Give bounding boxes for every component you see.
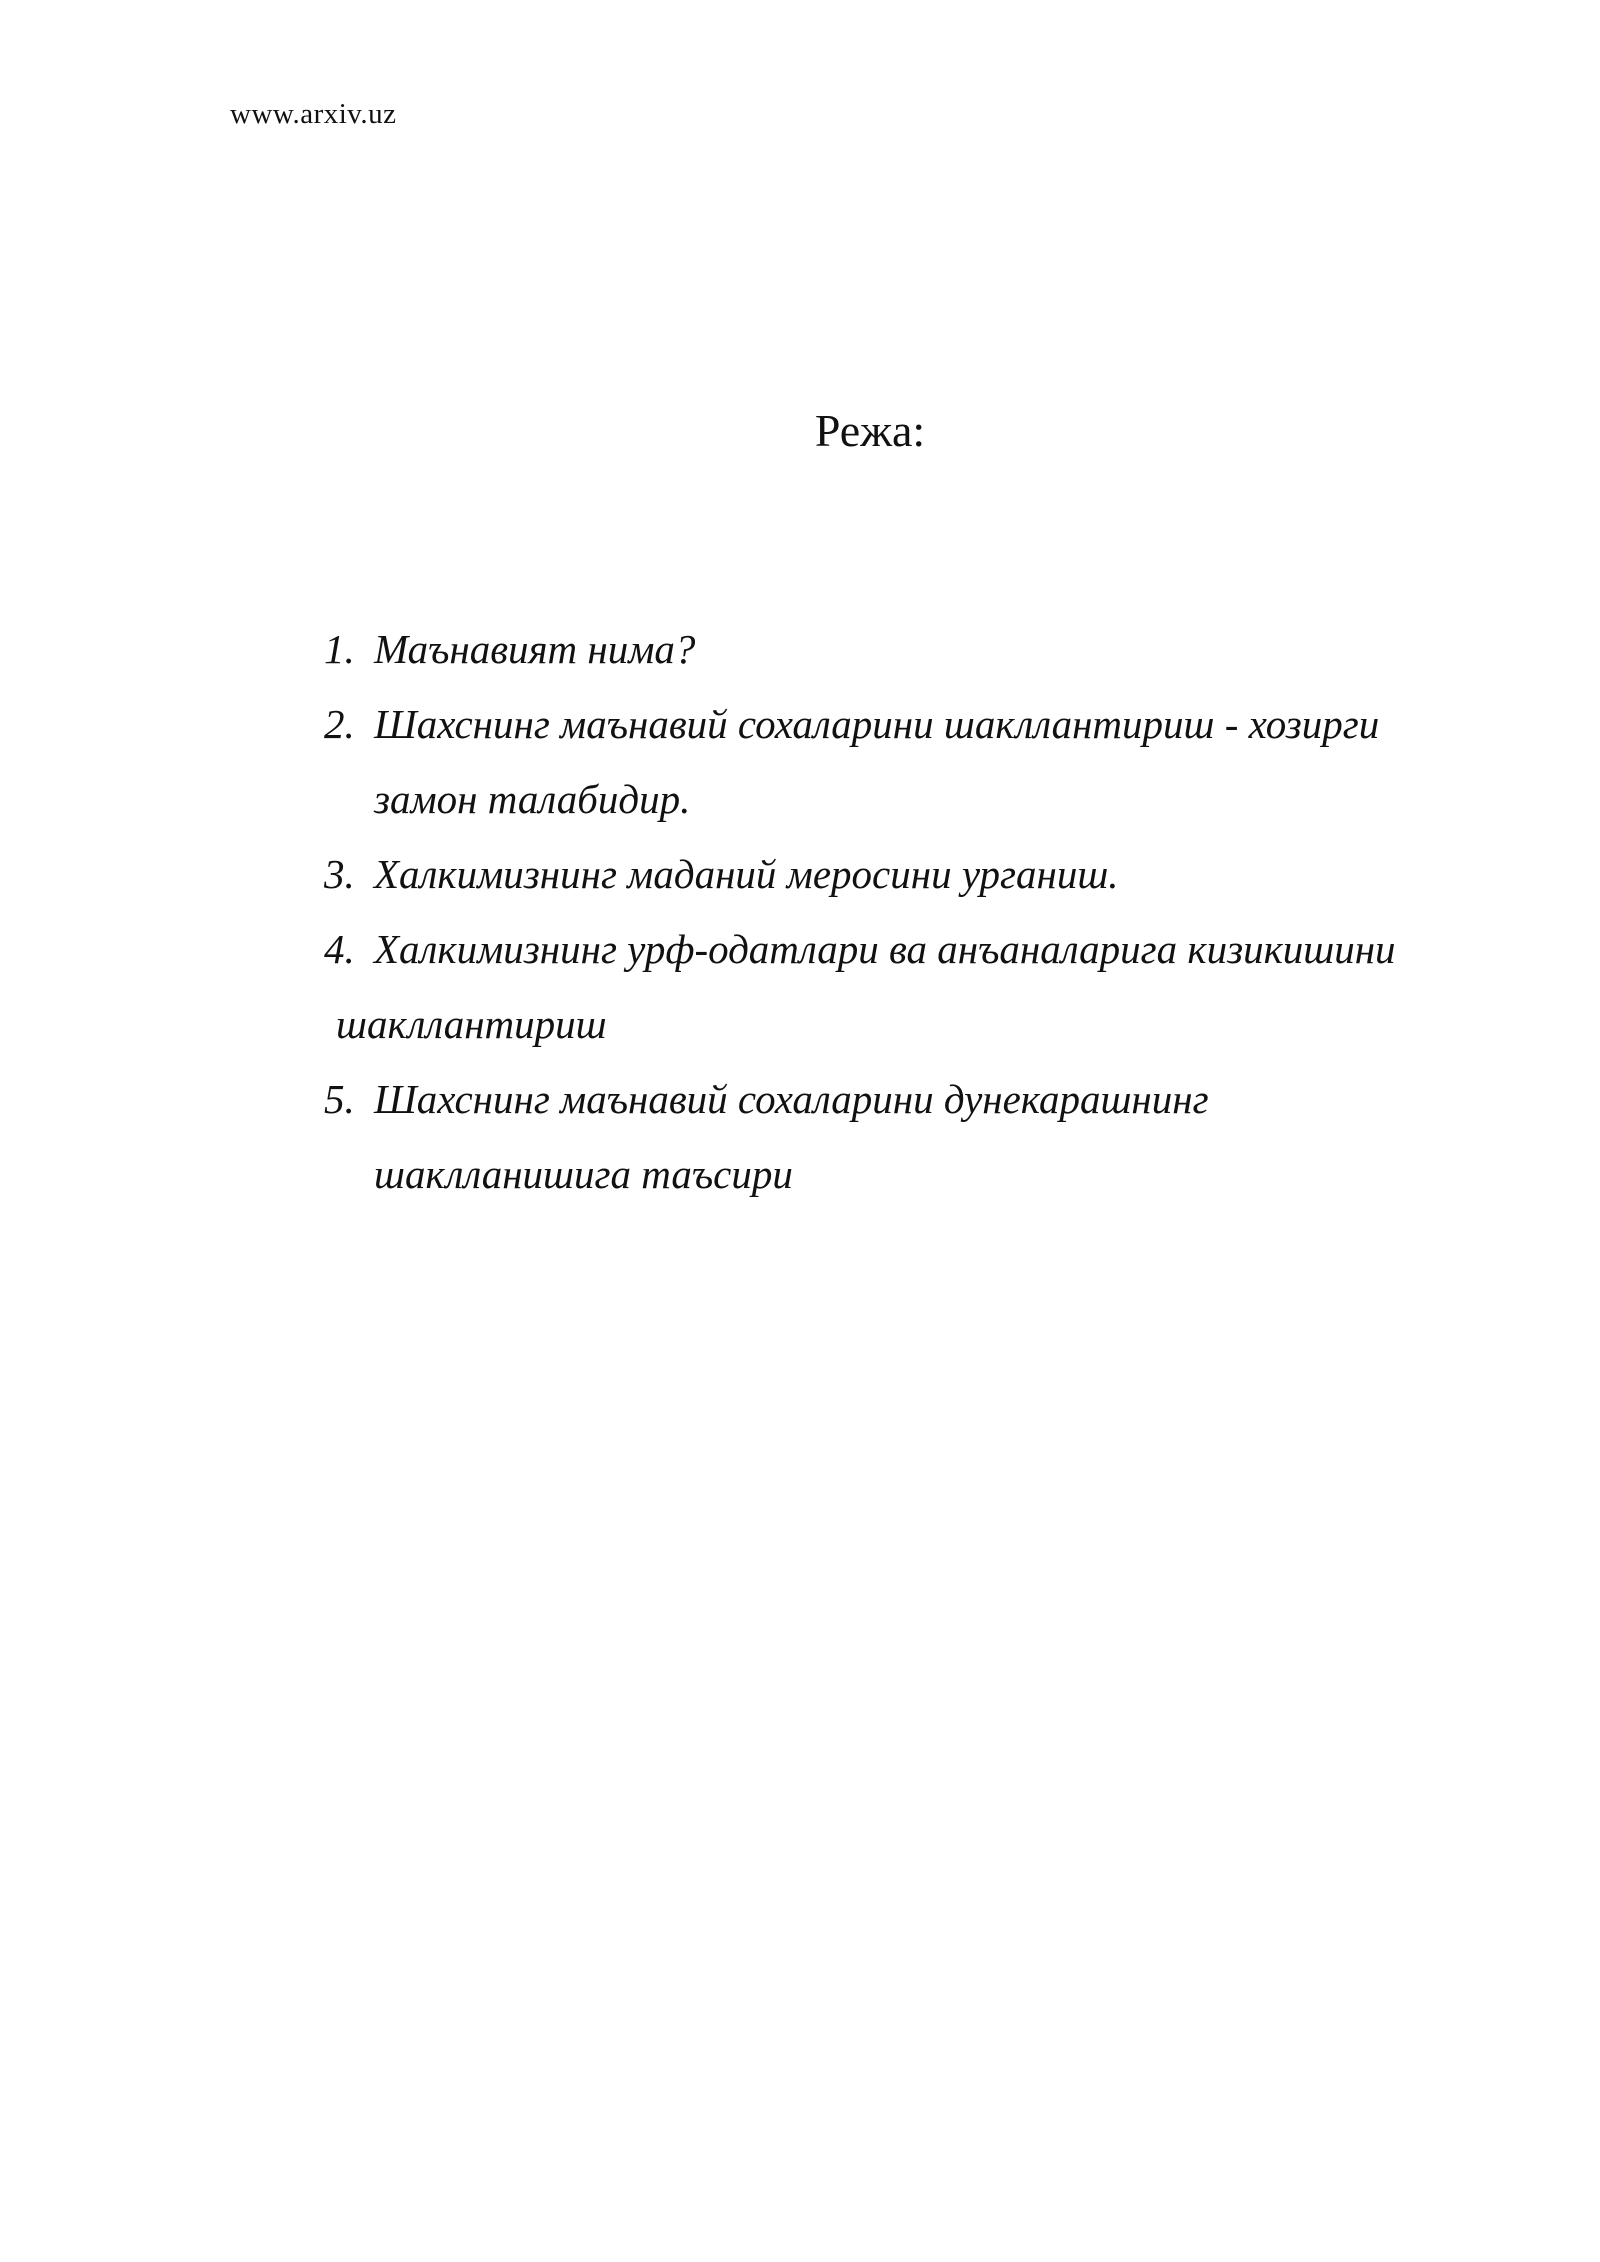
- header-url: www.arxiv.uz: [230, 98, 397, 130]
- list-item: [324, 837, 1484, 912]
- list-item-text-continuation: шакллантириш: [336, 1001, 607, 1047]
- list-item-text: Шахснинг маънавий сохаларини дунекарашнинг: [374, 1076, 1209, 1122]
- list-item-number: 1.: [324, 626, 355, 672]
- list-item: [324, 912, 1484, 1062]
- list-item-text-continuation: шаклланишига таъсири: [374, 1151, 793, 1197]
- list-item: [324, 612, 1484, 687]
- list-item-text: Халкимизнинг урф-одатлари ва анъаналарига кизикишини: [374, 926, 1396, 972]
- list-item-number: 3.: [324, 851, 355, 897]
- list-item-number: 2.: [324, 701, 355, 747]
- plan-title: Режа:: [814, 405, 926, 456]
- plan-list: [324, 612, 1484, 1212]
- list-item-text: Халкимизнинг маданий меросини урганиш.: [374, 851, 1119, 897]
- list-item-number: 4.: [324, 926, 355, 972]
- list-item-text: Маънавият нима?: [374, 626, 696, 672]
- list-item-number: 5.: [324, 1076, 355, 1122]
- list-item-text: Шахснинг маънавий сохаларини шакллантириш - хозирги: [374, 701, 1380, 747]
- list-item-text-continuation: замон талабидир.: [374, 776, 691, 822]
- list-item: [324, 687, 1484, 837]
- list-item: [324, 1062, 1484, 1212]
